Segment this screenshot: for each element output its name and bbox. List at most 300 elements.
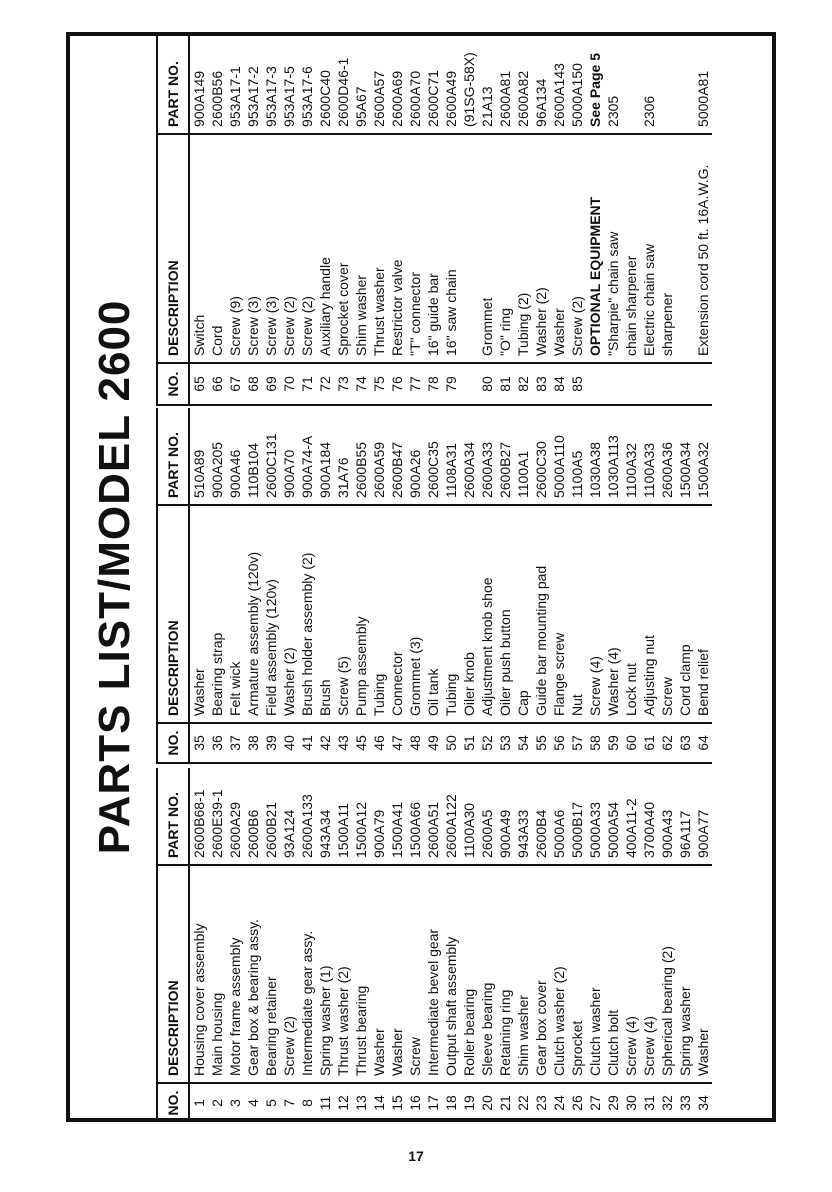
part-description: Field assembly (120v) [262, 505, 280, 723]
table-row [442, 768, 460, 1122]
header-description: DESCRIPTION [157, 134, 189, 363]
part-number-index [658, 363, 676, 405]
part-number: 1500A34 [676, 408, 694, 505]
part-description: "Sharpie" chain saw [604, 134, 622, 363]
part-number: 2600A29 [226, 768, 244, 865]
part-number-index: 58 [587, 735, 603, 751]
part-number-index: 23 [533, 1095, 549, 1111]
part-number: 943A33 [514, 768, 532, 865]
table-row [298, 408, 316, 763]
part-description: Screw (2) [568, 134, 586, 363]
table-row [550, 408, 568, 763]
part-number-index: 13 [353, 1095, 369, 1111]
part-description: Bend relief [694, 505, 712, 723]
part-number-index: 73 [335, 376, 351, 392]
part-number-index: 19 [461, 1095, 477, 1111]
table-row [478, 32, 496, 405]
parts-table-2 [156, 408, 712, 764]
part-description: Washer [388, 865, 406, 1083]
part-number-index [586, 363, 604, 405]
part-description [676, 134, 694, 363]
part-number: 900A79 [370, 768, 388, 865]
table-row [496, 408, 514, 763]
part-number-index: 7 [281, 1099, 297, 1107]
part-description: "T" connector [406, 134, 424, 363]
part-number-index: 12 [335, 1095, 351, 1111]
part-description: Armature assembly (120v) [244, 505, 262, 723]
part-description: Sprocket [568, 865, 586, 1083]
part-number: 900A149 [189, 32, 208, 134]
table-row [676, 32, 694, 405]
part-number: 953A17-2 [244, 32, 262, 134]
part-number: 2600C71 [424, 32, 442, 134]
part-number-index: 41 [299, 735, 315, 751]
part-number-index: 39 [263, 735, 279, 751]
part-number: 2600A33 [478, 408, 496, 505]
table-row [424, 408, 442, 763]
part-description: Flange screw [550, 505, 568, 723]
header-no: NO. [157, 723, 189, 763]
part-description: Cord clamp [676, 505, 694, 723]
part-number-index [622, 363, 640, 405]
table-row [316, 768, 334, 1122]
part-number-index: 60 [623, 735, 639, 751]
part-number: 1100A33 [640, 408, 658, 505]
part-description: Motor frame assembly [226, 865, 244, 1083]
part-number-index: 5 [263, 1099, 279, 1107]
table-row [370, 768, 388, 1122]
part-number: 2600B6 [244, 768, 262, 865]
part-number: 96A117 [676, 768, 694, 865]
part-number-index: 77 [407, 376, 423, 392]
part-number: 953A17-5 [280, 32, 298, 134]
table-row [658, 408, 676, 763]
part-number-index: 63 [677, 735, 693, 751]
part-number-index: 48 [407, 735, 423, 751]
part-number: 2600B47 [388, 408, 406, 505]
part-description: 16" guide bar [424, 134, 442, 363]
table-row [189, 768, 208, 1122]
header-no: NO. [157, 1083, 189, 1122]
part-number: 2600C40 [316, 32, 334, 134]
part-description: Bearing strap [208, 505, 226, 723]
part-number: 2600A81 [496, 32, 514, 134]
table-row [262, 408, 280, 763]
table-row [640, 32, 658, 405]
part-number: 2600A57 [370, 32, 388, 134]
part-number: 1100A32 [622, 408, 640, 505]
part-number-index: 17 [425, 1095, 441, 1111]
table-row [280, 408, 298, 763]
part-description: Oiler knob [460, 505, 478, 723]
table-row [694, 408, 712, 763]
table-row [478, 768, 496, 1122]
table-row [388, 408, 406, 763]
part-number: 1500A41 [388, 768, 406, 865]
table-row [496, 768, 514, 1122]
part-number: 2306 [640, 32, 658, 134]
part-description: Screw (2) [298, 134, 316, 363]
header-description: DESCRIPTION [157, 865, 189, 1083]
table-row [532, 768, 550, 1122]
part-number-index: 29 [605, 1095, 621, 1111]
part-number: 900A26 [406, 408, 424, 505]
part-number-index: 32 [659, 1095, 675, 1111]
part-description: Grommet [478, 134, 496, 363]
table-row [226, 408, 244, 763]
part-number: 110B104 [244, 408, 262, 505]
table-row [244, 768, 262, 1122]
part-description: Retaining ring [496, 865, 514, 1083]
part-number: 2600A5 [478, 768, 496, 865]
table-row [622, 768, 640, 1122]
table-row [352, 768, 370, 1122]
table-row [406, 408, 424, 763]
part-number-index: 4 [245, 1099, 261, 1107]
table-row [298, 768, 316, 1122]
part-description: Cap [514, 505, 532, 723]
part-number: 95A67 [352, 32, 370, 134]
part-description: Shim washer [352, 134, 370, 363]
part-number: 96A134 [532, 32, 550, 134]
part-number: 900A49 [496, 768, 514, 865]
part-number [658, 32, 676, 134]
part-number: 2600B56 [208, 32, 226, 134]
table-row [208, 408, 226, 763]
part-number: See Page 5 [586, 32, 604, 134]
part-number: 953A17-6 [298, 32, 316, 134]
table-row [406, 768, 424, 1122]
part-description: Felt wick [226, 505, 244, 723]
part-number: 2600B21 [262, 768, 280, 865]
part-description: Extension cord 50 ft. 16A.W.G. [694, 134, 712, 363]
part-description: Washer (2) [532, 134, 550, 363]
header-description: DESCRIPTION [157, 505, 189, 723]
part-number-index: 11 [317, 1095, 333, 1111]
table-row [586, 408, 604, 763]
page-number: 17 [408, 1148, 424, 1164]
part-number: 21A13 [478, 32, 496, 134]
part-number-index: 52 [479, 735, 495, 751]
table-row [478, 408, 496, 763]
part-description: Tubing (2) [514, 134, 532, 363]
part-number-index [604, 363, 622, 405]
header-part-no: PART NO. [157, 32, 189, 134]
table-row [640, 768, 658, 1122]
table-row [244, 32, 262, 405]
part-number: 1500A11 [334, 768, 352, 865]
table-row [352, 32, 370, 405]
table-row [514, 408, 532, 763]
table-row [442, 408, 460, 763]
part-number: 1100A1 [514, 408, 532, 505]
part-description: Clutch washer [586, 865, 604, 1083]
table-row [226, 32, 244, 405]
part-number: 900A184 [316, 408, 334, 505]
part-number: 2600A122 [442, 768, 460, 865]
table-row [460, 408, 478, 763]
table-row [676, 768, 694, 1122]
part-number: 31A76 [334, 408, 352, 505]
part-number: 510A89 [189, 408, 208, 505]
part-number: 2600A133 [298, 768, 316, 865]
part-number-index: 16 [407, 1095, 423, 1111]
part-description: Output shaft assembly [442, 865, 460, 1083]
table-row [316, 32, 334, 405]
table-row [658, 768, 676, 1122]
header-no: NO. [157, 363, 189, 405]
table-row [694, 32, 712, 405]
part-description: Screw [658, 505, 676, 723]
part-number-index: 36 [209, 735, 225, 751]
table-row [658, 32, 676, 405]
part-number-index: 81 [497, 376, 513, 392]
part-description: Screw (3) [244, 134, 262, 363]
part-number: 2600C30 [532, 408, 550, 505]
part-number: 400A11-2 [622, 768, 640, 865]
part-number: 900A205 [208, 408, 226, 505]
part-number-index: 59 [605, 735, 621, 751]
table-row [532, 408, 550, 763]
table-row [370, 408, 388, 763]
part-number-index: 70 [281, 376, 297, 392]
part-number-index: 45 [353, 735, 369, 751]
table-row [280, 32, 298, 405]
table-row [460, 32, 478, 405]
part-description: Sprocket cover [334, 134, 352, 363]
part-number: 5000A81 [694, 32, 712, 134]
part-description: Oil tank [424, 505, 442, 723]
part-number: 1100A5 [568, 408, 586, 505]
part-number-index: 21 [497, 1095, 513, 1111]
table-row [424, 768, 442, 1122]
part-description: Washer [694, 865, 712, 1083]
part-description: Bearing retainer [262, 865, 280, 1083]
table-row [316, 408, 334, 763]
table-row [424, 32, 442, 405]
part-number: 1500A32 [694, 408, 712, 505]
table-row [586, 32, 604, 405]
part-number: 2600A70 [406, 32, 424, 134]
parts-table-1 [156, 768, 712, 1122]
part-description: Gear box & bearing assy. [244, 865, 262, 1083]
part-number-index: 67 [227, 376, 243, 392]
part-number-index: 50 [443, 735, 459, 751]
part-description: Nut [568, 505, 586, 723]
part-description: Brush holder assembly (2) [298, 505, 316, 723]
table-row [694, 768, 712, 1122]
part-description: Thrust bearing [352, 865, 370, 1083]
part-number-index: 24 [551, 1095, 567, 1111]
part-number: 1100A30 [460, 768, 478, 865]
part-description: Oiler push button [496, 505, 514, 723]
table-row [280, 768, 298, 1122]
table-row [640, 408, 658, 763]
part-description: sharpener [658, 134, 676, 363]
table-row [604, 768, 622, 1122]
part-description: Screw (4) [640, 865, 658, 1083]
table-row [388, 768, 406, 1122]
table-row [622, 408, 640, 763]
part-description: Spherical bearing (2) [658, 865, 676, 1083]
table-row [532, 32, 550, 405]
part-number: 1030A38 [586, 408, 604, 505]
part-number [676, 32, 694, 134]
part-number-index [460, 363, 478, 405]
part-description: Roller bearing [460, 865, 478, 1083]
part-number: 3700A40 [640, 768, 658, 865]
part-number-index: 53 [497, 735, 513, 751]
part-description: Screw [406, 865, 424, 1083]
table-row [262, 768, 280, 1122]
part-number-index: 82 [515, 376, 531, 392]
part-number-index: 26 [569, 1095, 585, 1111]
part-number-index: 8 [299, 1099, 315, 1107]
part-description: Lock nut [622, 505, 640, 723]
part-number: 5000A33 [586, 768, 604, 865]
part-number: 2600A69 [388, 32, 406, 134]
part-number: 5000A54 [604, 768, 622, 865]
part-number [622, 32, 640, 134]
page-title: PARTS LIST/MODEL 2600 [90, 299, 139, 855]
part-number: 1030A113 [604, 408, 622, 505]
part-description: Intermediate bevel gear [424, 865, 442, 1083]
header-part-no: PART NO. [157, 768, 189, 865]
part-number: 2600B27 [496, 408, 514, 505]
part-number-index: 38 [245, 735, 261, 751]
part-number: 2600A36 [658, 408, 676, 505]
table-row [550, 768, 568, 1122]
table-row [568, 768, 586, 1122]
part-description: Washer [189, 505, 208, 723]
part-number-index: 46 [371, 735, 387, 751]
part-number-index: 85 [569, 376, 585, 392]
part-description: Auxiliary handle [316, 134, 334, 363]
part-number: 900A43 [658, 768, 676, 865]
table-row [442, 32, 460, 405]
table-row [676, 408, 694, 763]
part-number-index: 78 [425, 376, 441, 392]
part-number-index: 55 [533, 735, 549, 751]
part-number-index: 54 [515, 735, 531, 751]
part-number-index: 72 [317, 376, 333, 392]
part-description: Washer (2) [280, 505, 298, 723]
part-number-index: 71 [299, 376, 315, 392]
part-description: Grommet (3) [406, 505, 424, 723]
table-row [244, 408, 262, 763]
table-row [622, 32, 640, 405]
part-description: Intermediate gear assy. [298, 865, 316, 1083]
table-row [406, 32, 424, 405]
part-description: Spring washer (1) [316, 865, 334, 1083]
part-number: 2600A49 [442, 32, 460, 134]
part-description: Connector [388, 505, 406, 723]
part-description: Screw (4) [586, 505, 604, 723]
part-description: Restrictor valve [388, 134, 406, 363]
table-row [514, 768, 532, 1122]
table-row [586, 768, 604, 1122]
part-number: 5000A6 [550, 768, 568, 865]
table-row [568, 408, 586, 763]
part-number: 2305 [604, 32, 622, 134]
part-number-index: 75 [371, 376, 387, 392]
table-row [604, 408, 622, 763]
part-description: Housing cover assembly [189, 865, 208, 1083]
part-number-index: 31 [641, 1095, 657, 1111]
rotated-page [66, 32, 776, 1122]
part-number: 900A70 [280, 408, 298, 505]
part-description: Brush [316, 505, 334, 723]
part-number: (91SG-58X) [460, 32, 478, 134]
part-number-index: 83 [533, 376, 549, 392]
part-description: Adjustment knob shoe [478, 505, 496, 723]
part-number-index: 80 [479, 376, 495, 392]
table-row [189, 32, 208, 405]
part-number-index: 18 [443, 1095, 459, 1111]
part-description: Spring washer [676, 865, 694, 1083]
part-description: Clutch bolt [604, 865, 622, 1083]
part-description: Clutch washer (2) [550, 865, 568, 1083]
table-row [298, 32, 316, 405]
table-row [604, 32, 622, 405]
part-number-index: 1 [191, 1099, 207, 1107]
part-number: 1500A66 [406, 768, 424, 865]
part-number-index [694, 363, 712, 405]
part-description: Thrust washer (2) [334, 865, 352, 1083]
part-description: Thrust washer [370, 134, 388, 363]
part-description: OPTIONAL EQUIPMENT [586, 134, 604, 363]
table-row [496, 32, 514, 405]
part-number-index: 27 [587, 1095, 603, 1111]
part-description: 16" saw chain [442, 134, 460, 363]
part-number: 5000A150 [568, 32, 586, 134]
part-number: 2600B4 [532, 768, 550, 865]
part-description: Shim washer [514, 865, 532, 1083]
part-description: Washer [370, 865, 388, 1083]
part-description: Screw (3) [262, 134, 280, 363]
part-number: 2600A34 [460, 408, 478, 505]
part-description: Washer [550, 134, 568, 363]
part-number-index: 69 [263, 376, 279, 392]
part-description: Adjusting nut [640, 505, 658, 723]
part-number: 900A46 [226, 408, 244, 505]
part-description: Sleeve bearing [478, 865, 496, 1083]
part-number: 2600A143 [550, 32, 568, 134]
part-number-index: 49 [425, 735, 441, 751]
part-number-index: 43 [335, 735, 351, 751]
part-number-index: 34 [695, 1095, 711, 1111]
part-description: Guide bar mounting pad [532, 505, 550, 723]
part-number-index: 74 [353, 376, 369, 392]
part-number-index: 14 [371, 1095, 387, 1111]
table-row [189, 408, 208, 763]
part-number: 953A17-1 [226, 32, 244, 134]
header-part-no: PART NO. [157, 408, 189, 505]
table-row [334, 768, 352, 1122]
part-number-index: 2 [209, 1099, 225, 1107]
part-number-index: 79 [443, 376, 459, 392]
part-description: Washer (4) [604, 505, 622, 723]
part-description: Screw (9) [226, 134, 244, 363]
part-number: 5000B17 [568, 768, 586, 865]
table-row [550, 32, 568, 405]
part-number-index: 47 [389, 735, 405, 751]
part-number-index: 68 [245, 376, 261, 392]
part-number: 2600A51 [424, 768, 442, 865]
table-row [388, 32, 406, 405]
table-row [568, 32, 586, 405]
parts-table-3 [156, 32, 712, 406]
